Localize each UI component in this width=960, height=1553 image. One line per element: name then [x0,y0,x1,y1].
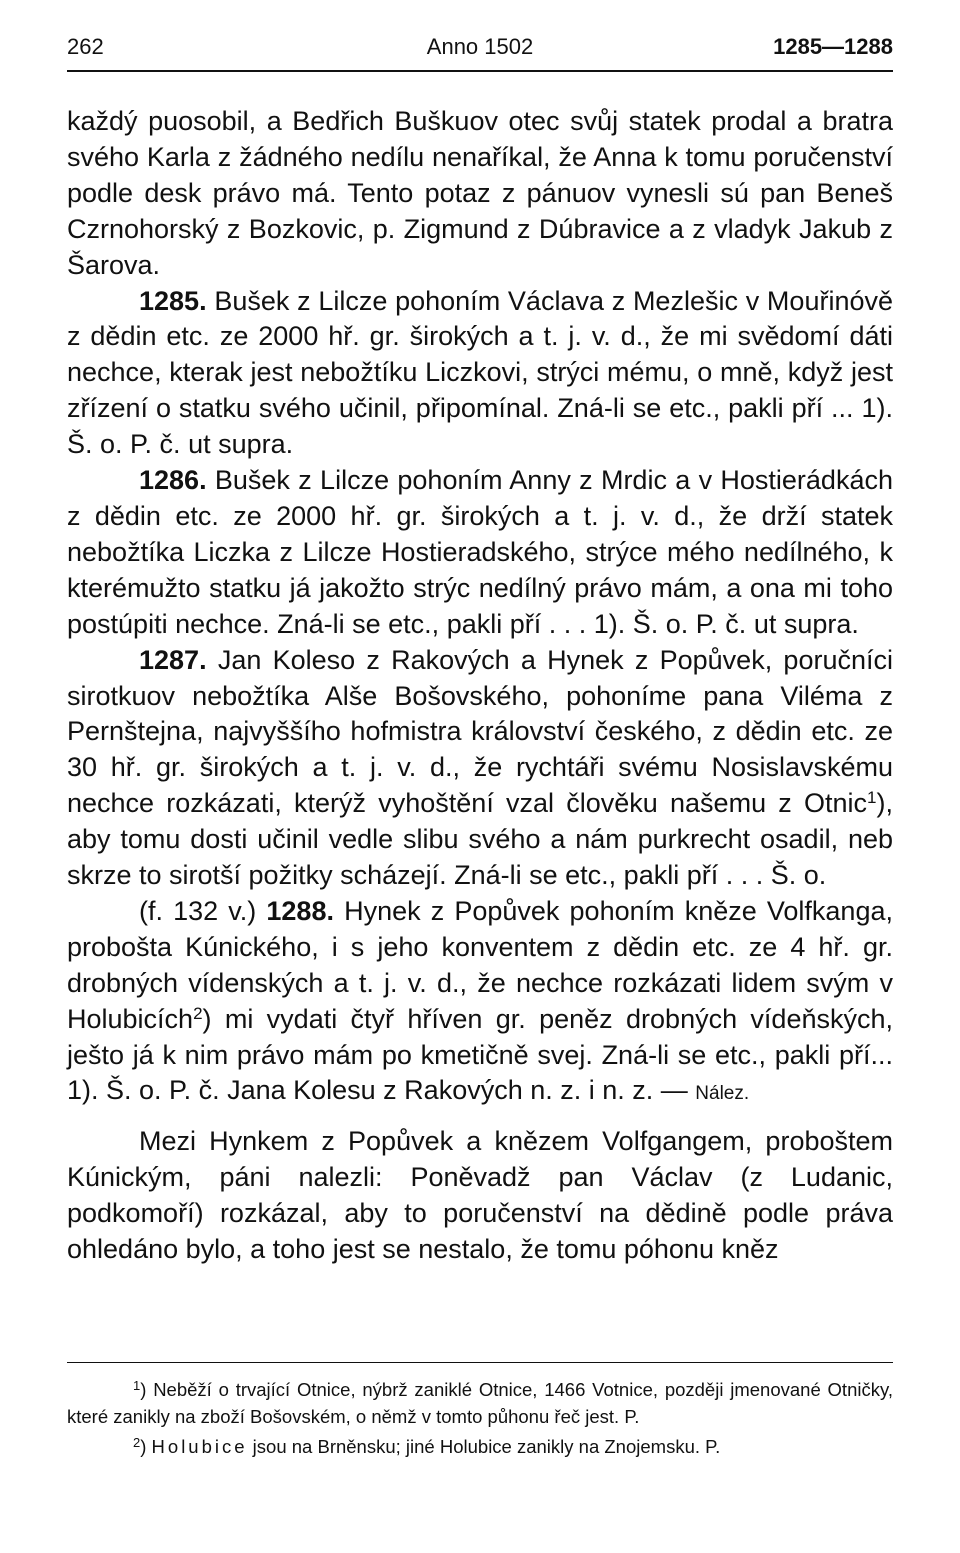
entry-1285 [67,284,893,464]
verdict-label: Nález. [695,1083,750,1105]
verdict-paragraph [67,1124,893,1268]
entry-text: Hynek z Popůvek pohoním kněze Volfkanga, probošta Kúnického, i s jeho konventem z dědin etc. ze 4 hř. gr. drobných vídenských a t. j. v. d., že nechce rozkázati lidem svým v Holubicích [67,895,893,1034]
page-number: 262 [67,34,104,59]
main-text [67,104,893,1268]
footnote-spaced-term: Holubice [151,1436,248,1457]
folio-mark: (f. 132 v.) [139,895,257,926]
paragraph-text: každý puosobil, a Bedřich Buškuov otec svůj statek prodal a bratra svého Karla z žádného nedílu nenaříkal, že Anna k tomu poručenství podle desk právo má. Tento potaz z pánuov vynesli sú pan Beneš Czrnohorský z Bozkovic, p. Zigmund z Dúbravice a z vladyk Jakub z Šarova. [67,106,893,280]
footnote-text: ) Neběží o trvající Otnice, nýbrž zaniklé Otnice, 1466 Votnice, později jmenované Otničky, které zanikly na zboží Bošovském, o němž v tomto půhonu řeč jest. P. [67,1379,893,1427]
entry-text: Bušek z Lilcze pohoním Václava z Mezlešic v Mouřinóvě z dědin etc. ze 2000 hř. gr. širokých a t. j. v. d., že mi svědomí dáti nechce, kterak jest nebožtíku Liczkovi, strýci mému, o mně, když jest zřízení o statku svého učinil, připomínal. Zná-li se etc., pakli pří ... 1). Š. o. P. č. ut supra. [67,285,893,460]
entry-text: Jan Koleso z Rakových a Hynek z Popůvek, poručníci sirotkuov nebožtíka Alše Bošovského, pohoníme pana Viléma z Pernštejna, najvyššího hofmistra království českého, z dědin etc. ze 30 hř. gr. širokých a t. j. v. d., že rychtáři svému Nosislavskému nechce rozkázati, kterýž vyhoštění vzal člověku našemu z Otnic [67,644,893,819]
footnote-1 [67,1377,893,1430]
footnotes [67,1377,893,1465]
entry-text: Bušek z Lilcze pohoním Anny z Mrdic a v Hostierádkách z dědin etc. ze 2000 hř. gr. širokých a t. j. v. d., že drží statek nebožtíka Liczka z Lilcze Hostieradského, strýce mého nedílného, k kterémužto statku já jakožto strýc nedílný právo mám, a ona mi toho postúpiti nechce. Zná-li se etc., pakli pří . . . 1). Š. o. P. č. ut supra. [67,465,893,639]
entry-number: 1285. [139,285,207,316]
footnote-mark: 1 [133,1378,141,1393]
entry-text-cont: ), aby tomu dosti učinil vedle slibu svého a nám purkrecht osadil, neb skrze to sirotší požitky scházejí. Zná-li se etc., pakli pří . . . Š. o. [67,788,893,891]
running-title-year: Anno 1502 [426,34,534,59]
footnote-rule [67,1362,893,1363]
continued-paragraph [67,104,893,284]
entry-1288 [67,894,893,1112]
entry-number: 1288. [266,895,334,926]
header-rule [67,70,893,72]
entry-number: 1287. [139,644,207,675]
footnote-text: jsou na Brněnsku; jiné Holubice zanikly na Znojemsku. P. [247,1436,721,1457]
footnote-2 [67,1434,893,1461]
entry-text-cont: ) mi vydati čtyř hříven gr. peněz drobných vídeňských, ješto já k nim právo mám po kmetičně svej. Zná-li se etc., pakli pří... 1). Š. o. P. č. Jana Kolesu z Rakových n. z. i n. z. — [67,1003,893,1106]
entry-1287 [67,643,893,894]
footnote-mark: 2 [133,1435,141,1450]
entry-range: 1285—1288 [773,34,893,59]
footnote-ref: 2 [193,1003,203,1023]
entry-1286 [67,463,893,643]
footnote-ref: 1 [867,788,877,808]
paragraph-text: Mezi Hynkem z Popůvek a knězem Volfgangem, proboštem Kúnickým, páni nalezli: Poněvadž pan Václav (z Ludanic, podkomoří) rozkázal, aby to poručenství na dědině podle práva ohledáno bylo, a toho jest se nestalo, že tomu póhonu kněz [67,1126,893,1265]
running-header [67,34,893,64]
footnote-paren: ) [140,1436,152,1457]
entry-number: 1286. [139,465,207,496]
